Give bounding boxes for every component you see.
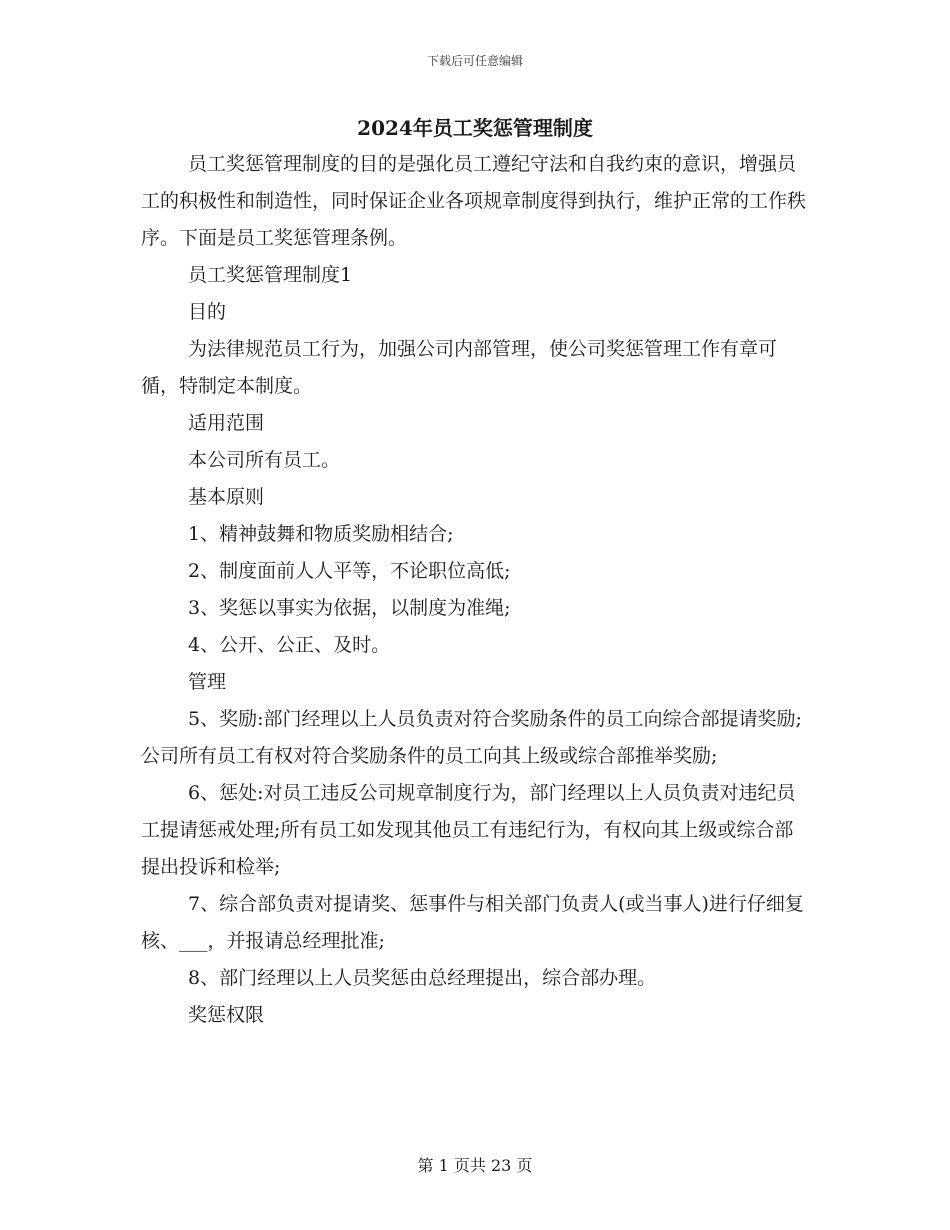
paragraph-scope: 本公司所有员工。 (188, 449, 341, 471)
list-item: 6、惩处:对员工违反公司规章制度行为，部门经理以上人员负责对违纪员工提请惩戒处理;所有员工如发现其他员工有违纪行为，有权向其上级或综合部提出投诉和检举; (141, 782, 796, 878)
list-item: 3、奖惩以事实为依据，以制度为准绳; (188, 597, 511, 619)
list-item: 1、精神鼓舞和物质奖励相结合; (188, 523, 454, 545)
section-heading-principles: 基本原则 (188, 486, 265, 508)
page-footer: 第 1 页共 23 页 (417, 1156, 533, 1175)
paragraph-purpose: 为法律规范员工行为，加强公司内部管理，使公司奖惩管理工作有章可循，特制定本制度。 (141, 338, 778, 397)
list-item: 7、综合部负责对提请奖、惩事件与相关部门负责人(或当事人)进行仔细复核、___，并报请总经理批准; (141, 893, 804, 952)
section-heading-management: 管理 (188, 671, 227, 693)
document-title: 2024年员工奖惩管理制度 (357, 116, 593, 140)
paragraph-intro: 员工奖惩管理制度的目的是强化员工遵纪守法和自我约束的意识，增强员工的积极性和制造性，同时保证企业各项规章制度得到执行，维护正常的工作秩序。下面是员工奖惩管理条例。 (141, 153, 807, 249)
section-heading: 员工奖惩管理制度1 (188, 264, 353, 286)
list-item: 4、公开、公正、及时。 (188, 634, 391, 656)
section-heading-authority: 奖惩权限 (188, 1004, 265, 1026)
page-header: 下载后可任意编辑 (426, 54, 523, 68)
list-item: 5、奖励:部门经理以上人员负责对符合奖励条件的员工向综合部提请奖励;公司所有员工有权对符合奖励条件的员工向其上级或综合部推举奖励; (141, 708, 802, 767)
list-item: 2、制度面前人人平等，不论职位高低; (188, 560, 511, 582)
section-heading-purpose: 目的 (188, 301, 227, 323)
section-heading-scope: 适用范围 (188, 412, 265, 434)
document-body (141, 146, 811, 1034)
list-item: 8、部门经理以上人员奖惩由总经理提出，综合部办理。 (188, 967, 657, 989)
